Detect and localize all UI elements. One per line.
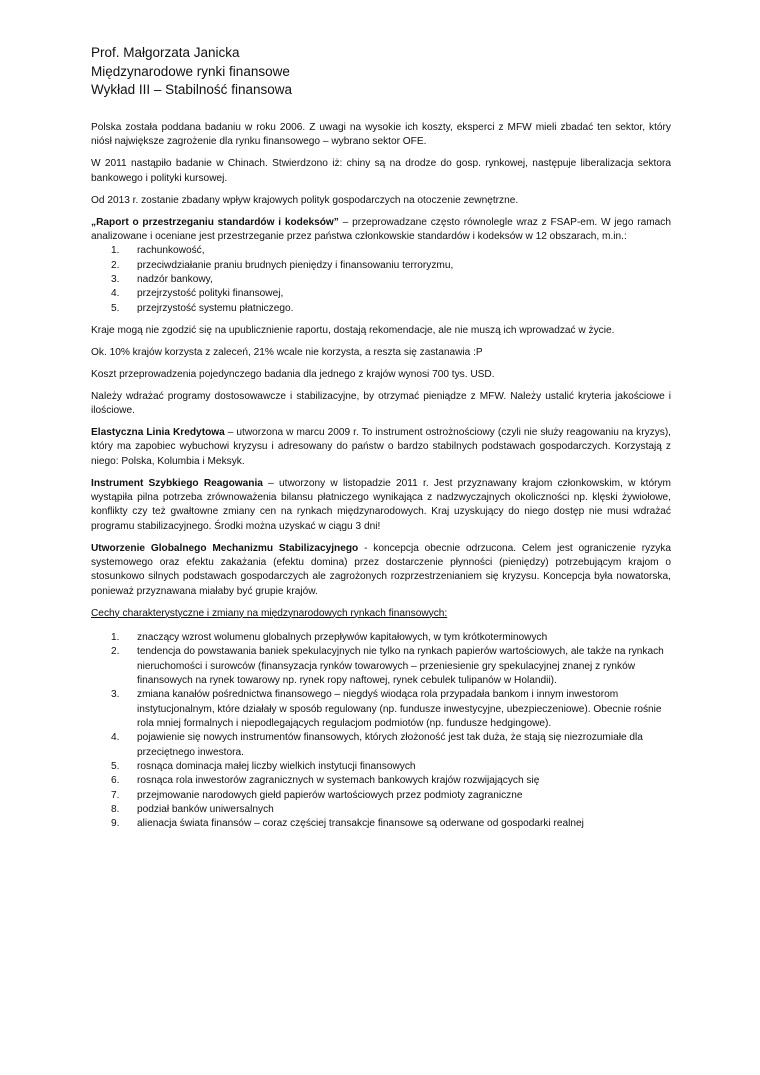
list-item-text: przejmowanie narodowych giełd papierów wartościowych przez podmioty zagraniczne — [137, 789, 523, 801]
list-item — [91, 731, 671, 760]
list-item-text: alienacja świata finansów – coraz częściej transakcje finansowe są oderwane od gospodarki realnej — [137, 818, 584, 830]
list-item-number: 1. — [111, 631, 120, 643]
list-item-text: zmiana kanałów pośrednictwa finansowego – niegdyś wiodąca rola przypadała bankom i innym inwestorom instytucjonalnym, które działały w sposób regulowany (np. fundusze inwestycyjne, ubezpieczeniowe). Obecnie rośnie rola mniej formalnych i niepodlegających regulacjom podmiotów (np. fundusze hedgingowe). — [137, 689, 662, 729]
list-item — [91, 789, 671, 803]
global-mechanism-term: Utworzenie Globalnego Mechanizmu Stabilizacyjnego — [91, 542, 359, 554]
flexible-credit-line-term: Elastyczna Linia Kredytowa — [91, 427, 225, 438]
list-item-number: 6. — [111, 775, 120, 787]
list-item-number: 8. — [111, 804, 120, 816]
paragraph-china-2011: W 2011 nastąpiło badanie w Chinach. Stwierdzono iż: chiny są na drodze do gosp. rynkowej, następuje liberalizacja sektora bankowego i polityki kursowej. — [91, 158, 671, 184]
list-item — [91, 645, 671, 688]
rapid-response-term: Instrument Szybkiego Reagowania — [91, 477, 263, 489]
list-item-text: przeciwdziałanie praniu brudnych pieniędzy i finansowaniu terroryzmu, — [137, 259, 454, 271]
paragraph-flexible-credit-line — [91, 426, 671, 469]
list-item — [91, 259, 671, 273]
list-item-text: rachunkowość, — [137, 245, 205, 257]
list-item-text: rosnąca dominacja małej liczby wielkich instytucji finansowych — [137, 761, 416, 772]
list-item — [91, 244, 671, 258]
lecture-title: Wykład III – Stabilność finansowa — [91, 82, 292, 97]
list-item — [91, 774, 671, 788]
list-item-number: 1. — [111, 245, 120, 257]
characteristics-list — [91, 631, 671, 832]
list-item — [91, 631, 671, 645]
list-item-number: 3. — [111, 273, 120, 285]
global-mechanism-description: - koncepcja obecnie odrzucona. Celem jest ograniczenie ryzyka systemowego oraz efektu zakażania (efektu domina) przez dostarczenie płynności (pieniędzy) potrzebującym krajom o stosunkowo silnych podstawach gospodarczych ale zagrożonych rozprzestrzenianiem się kryzysu. Koncepcja była nowatorska, ponieważ przyznawana miałaby być grupie krajów. — [91, 542, 671, 597]
document-body — [91, 121, 671, 832]
list-item — [91, 287, 671, 301]
list-item-text: nadzór bankowy, — [137, 273, 213, 285]
paragraph-global-mechanism — [91, 542, 671, 599]
author-name: Prof. Małgorzata Janicka — [91, 45, 240, 60]
list-item-text: rosnąca rola inwestorów zagranicznych w systemach bankowych krajów rozwijających się — [137, 775, 540, 787]
list-item — [91, 273, 671, 287]
document-header — [91, 44, 691, 100]
list-item-number: 5. — [111, 761, 120, 772]
list-item-number: 4. — [111, 288, 120, 300]
list-item-number: 3. — [111, 689, 120, 701]
paragraph-poland-2006: Polska została poddana badaniu w roku 2006. Z uwagi na wysokie ich koszty, eksperci z MFW mieli zbadać ten sektor, który niósł największe zagrożenie dla rynku finansowego – wybrano sektor OFE. — [91, 122, 671, 148]
paragraph-publication: Kraje mogą nie zgodzić się na upublicznienie raportu, dostają rekomendacje, ale nie muszą ich wprowadzać w życie. — [91, 324, 615, 336]
list-item-number: 7. — [111, 789, 120, 801]
list-item — [91, 302, 671, 316]
rosc-report-description: – przeprowadzane często równolegle wraz z FSAP-em. W jego ramach analizowane i oceniane jest przestrzeganie przez państwa członkowskie standardów i kodeksów w 12 obszarach, m.in.: — [91, 216, 671, 242]
list-item-text: znaczący wzrost wolumenu globalnych przepływów kapitałowych, w tym krótkoterminowych — [137, 631, 548, 643]
list-item-text: przejrzystość systemu płatniczego. — [137, 302, 294, 314]
rapid-response-description: – utworzony w listopadzie 2011 r. Jest przyznawany krajom członkowskim, w którym wystąpiła pilna potrzeba zrównoważenia bilansu płatniczego wynikająca z nadzwyczajnych okoliczności np. klęski żywiołowe, konflikty czy też gwałtowne zmiany cen na rynkach międzynarodowych. Kraj uzyskujący do niego dostęp nie musi wdrażać programu stabilizacyjnego. Środki można uzyskać w ciągu 3 dni! — [91, 477, 671, 532]
rosc-report-term: „Raport o przestrzeganiu standardów i kodeksów” — [91, 216, 339, 228]
list-item-number: 4. — [111, 732, 120, 744]
paragraph-usage-stats: Ok. 10% krajów korzysta z zaleceń, 21% wcale nie korzysta, a reszta się zastanawia :P — [91, 346, 483, 358]
list-item — [91, 817, 671, 831]
paragraph-programs: Należy wdrażać programy dostosowawcze i stabilizacyjne, by otrzymać pieniądze z MFW. Należy ustalić kryteria jakościowe i ilościowe. — [91, 390, 671, 417]
course-title: Międzynarodowe rynki finansowe — [91, 63, 290, 79]
section-title-characteristics: Cechy charakterystyczne i zmiany na międzynarodowych rynkach finansowych: — [91, 607, 448, 619]
paragraph-cost: Koszt przeprowadzenia pojedynczego badania dla jednego z krajów wynosi 700 tys. USD. — [91, 368, 495, 380]
list-item-text: pojawienie się nowych instrumentów finansowych, których złożoność jest tak duża, że stają się niezrozumiałe dla przeciętnego inwestora. — [137, 732, 643, 758]
list-item-number: 5. — [111, 302, 120, 314]
list-item-text: przejrzystość polityki finansowej, — [137, 288, 284, 300]
list-item-number: 9. — [111, 818, 120, 830]
standards-areas-list — [91, 244, 671, 316]
paragraph-rosc-report — [91, 216, 671, 245]
paragraph-rapid-response — [91, 477, 671, 534]
list-item-text: podział banków uniwersalnych — [137, 804, 274, 816]
list-item — [91, 803, 671, 817]
list-item-number: 2. — [111, 259, 120, 271]
list-item-text: tendencja do powstawania baniek spekulacyjnych nie tylko na rynkach papierów wartościowych, ale także na rynkach nieruchomości i surowców (finansyzacja rynków towarowych – przeniesienie gry spekulacyjnej znanej z rynków finansowych na rynek towarowy np. rynek ropy naftowej, rynek cebulek tulipanów w Holandii). — [137, 646, 664, 686]
flexible-credit-line-description: – utworzona w marcu 2009 r. To instrument ostrożnościowy (czyli nie służy reagowaniu na kryzys), który ma zapobiec wybuchowi kryzysu i adresowany do państw o bardzo stabilnych podstawach gospodarczych. Korzystają z niego: Polska, Kolumbia i Meksyk. — [91, 427, 672, 467]
list-item-number: 2. — [111, 646, 120, 658]
list-item — [91, 760, 671, 774]
paragraph-2013: Od 2013 r. zostanie zbadany wpływ krajowych polityk gospodarczych na otoczenie zewnętrzne. — [91, 194, 519, 206]
list-item — [91, 688, 671, 731]
